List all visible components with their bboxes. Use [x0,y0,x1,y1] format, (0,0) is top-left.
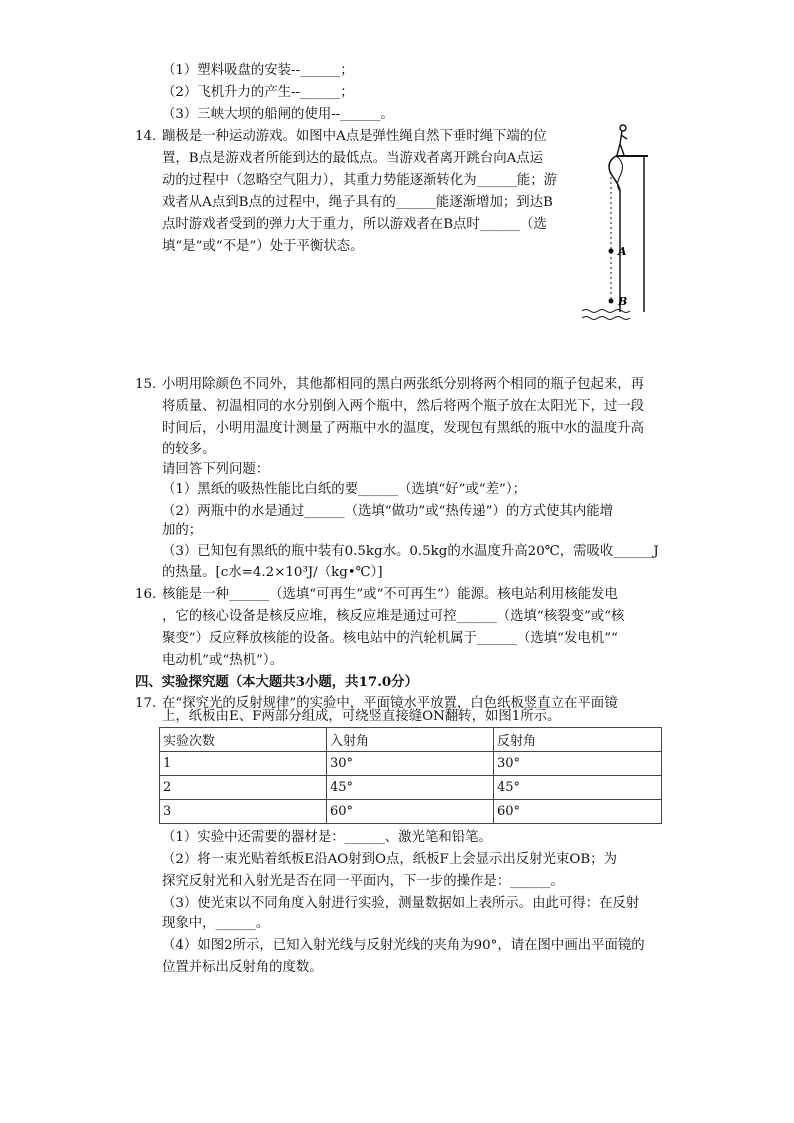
q15-line: 将质量、初温相同的水分别倒入两个瓶中，然后将两个瓶子放在太阳光下，过一段 [162,399,645,414]
table-row [160,800,662,824]
q16-line: 聚变”）反应释放核能的设备。核电站中的汽轮机属于______（选填“发电机”“ [162,631,618,646]
table-cell: 45° [327,776,494,800]
q16-line: 电动机”或“热机”）。 [162,653,283,668]
point-a-marker [609,249,614,254]
bungee-jump-figure [578,120,652,325]
q17-number: 17. [135,696,157,711]
table-cell: 3 [160,800,327,824]
table-cell: 1 [160,752,327,776]
table-cell: 60° [327,800,494,824]
q13-item-2: （2）飞机升力的产生--______； [162,85,354,100]
q14-line: 蹦极是一种运动游戏。如图中A点是弹性绳自然下垂时绳下端的位 [162,129,547,144]
q15-line: （3）已知包有黑纸的瓶中装有0.5kg水。0.5kg的水温度升高20℃，需吸收______J [162,544,659,559]
point-a-label: A [618,245,627,258]
q15-line: 小明用除颜色不同外，其他都相同的黑白两张纸分别将两个相同的瓶子包起来，再 [162,377,645,392]
q15-line: （2）两瓶中的水是通过______（选填“做功”或“热传递”）的方式使其内能增 [162,504,614,519]
q17-line: 探究反射光和入射光是否在同一平面内，下一步的操作是：______。 [162,874,564,889]
table-row [160,776,662,800]
q15-line: 时间后，小明用温度计测量了两瓶中水的温度，发现包有黑纸的瓶中水的温度升高 [162,421,645,436]
reflection-data-table [159,727,662,824]
table-row [160,752,662,776]
table-header-cell: 反射角 [494,728,662,752]
table-cell: 30° [327,752,494,776]
q13-item-3: （3）三峡大坝的船闸的使用--______。 [162,107,394,122]
q17-line: 位置并标出反射角的度数。 [162,960,323,975]
jumper-icon [617,125,627,155]
q17-line: 现象中，______。 [162,916,270,931]
q16-number: 16. [135,587,157,602]
q16-line: 核能是一种______（选填“可再生”或“不可再生”）能源。核电站利用核能发电 [162,587,618,602]
table-cell: 60° [494,800,662,824]
q17-line: （3）使光束以不同角度入射进行实验，测量数据如上表所示。由此可得：在反射 [162,896,640,911]
q14-line: 动的过程中（忽略空气阻力），其重力势能逐渐转化为______能；游 [162,173,558,188]
q17-line: （4）如图2所示，已知入射光线与反射光线的夹角为90°，请在图中画出平面镜的 [162,938,645,953]
q17-line: （1）实验中还需要的器材是：______、激光笔和铅笔。 [162,830,492,845]
q15-line: 的较多。 [162,442,216,457]
q17-line: 上，纸板由E、F两部分组成，可绕竖直接缝ON翻转，如图1所示。 [162,709,561,724]
q15-line: 的热量。[c水=4.2×10³J/（kg•℃）] [162,565,383,580]
q14-line: 戏者从A点到B点的过程中，绳子具有的______能逐渐增加；到达B [162,195,553,210]
table-cell: 2 [160,776,327,800]
q14-line: 点时游戏者受到的弹力大于重力，所以游戏者在B点时______（选 [162,217,547,232]
table-header-cell: 入射角 [327,728,494,752]
table-header-row [160,728,662,752]
section-title: 四、实验探究题（本大题共3小题，共17.0分） [135,674,418,690]
point-b-label: B [618,295,628,308]
q16-line: ，它的核心设备是核反应堆，核反应堆是通过可控______（选填“核裂变”或“核 [162,609,625,624]
point-b-marker [609,299,614,304]
q14-line: 填“是”或“不是”）处于平衡状态。 [162,239,364,254]
table-cell: 30° [494,752,662,776]
q15-line: 加的； [162,523,203,538]
q14-line: 置，B点是游戏者所能到达的最低点。当游戏者离开跳台向A点运 [162,151,544,166]
q15-line: （1）黑纸的吸热性能比白纸的要______（选填“好”或“差”）； [162,482,526,497]
table-header-cell: 实验次数 [160,728,327,752]
q15-number: 15. [135,377,157,392]
q17-line: 在“探究光的反射规律”的实验中，平面镜水平放置，白色纸板竖直立在平面镜 [162,696,618,711]
q14-number: 14. [135,129,157,144]
table-cell: 45° [494,776,662,800]
q13-item-1: （1）塑料吸盘的安装--______； [162,63,354,78]
q15-line: 请回答下列问题： [162,462,270,477]
water-line [582,310,630,313]
q17-line: （2）将一束光贴着纸板E沿AO射到O点，纸板F上会显示出反射光束OB；为 [162,852,617,867]
